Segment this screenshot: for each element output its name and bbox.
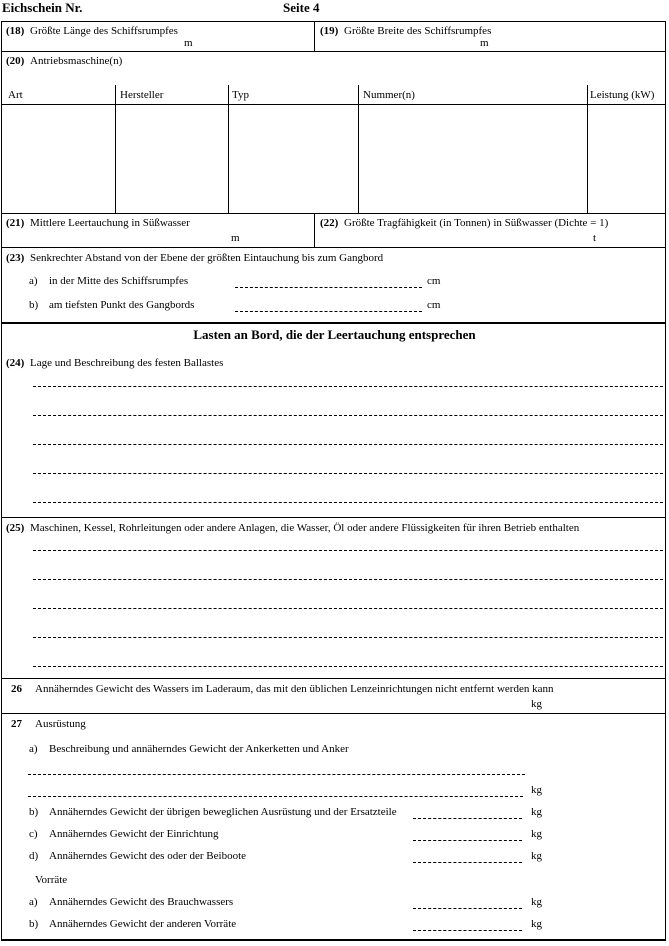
divider-18-19 [314, 21, 315, 51]
rule-row21-bottom [1, 247, 666, 248]
field-20-label: Antriebsmaschine(n) [30, 55, 123, 67]
col-divider-typ-nummer [358, 85, 359, 213]
field-25-fill-line [33, 550, 663, 551]
rule-row25-bottom [1, 678, 666, 679]
section-heading: Lasten an Bord, die der Leertauchung entsprechen [193, 327, 476, 342]
field-26-label: Annäherndes Gewicht des Wassers im Laderaum, das mit den üblichen Lenzeinrichtungen nicht entfernt werden kann [35, 683, 554, 695]
vorraete-b-letter: b) [29, 918, 39, 930]
field-26-unit: kg [531, 698, 542, 710]
field-23b-letter: b) [29, 299, 39, 311]
field-24-fill-line [33, 386, 663, 387]
col-header-leistung: Leistung (kW) [590, 89, 655, 101]
rule-row24-bottom [1, 517, 666, 518]
rule-row23-bottom [1, 322, 666, 324]
field-24-fill-line [33, 473, 663, 474]
field-27a-unit: kg [531, 784, 542, 796]
field-19-number: (19) [320, 25, 339, 37]
field-24-fill-line [33, 502, 663, 503]
field-23-number: (23) [6, 252, 25, 264]
field-24-label: Lage und Beschreibung des festen Ballastes [30, 357, 224, 369]
field-27b-fill-line [413, 818, 522, 819]
field-27b-label: Annäherndes Gewicht der übrigen beweglichen Ausrüstung und der Ersatzteile [49, 806, 397, 818]
field-25-label: Maschinen, Kessel, Rohrleitungen oder andere Anlagen, die Wasser, Öl oder andere Flüssigkeiten für ihren Betrieb enthalten [30, 522, 580, 534]
vorraete-b-fill-line [413, 930, 522, 931]
form-border [1, 21, 666, 941]
col-header-typ: Typ [232, 89, 249, 101]
field-25-fill-line [33, 579, 663, 580]
field-23-label: Senkrechter Abstand von der Ebene der größten Eintauchung bis zum Gangbord [30, 252, 384, 264]
field-25-number: (25) [6, 522, 25, 534]
vorraete-a-unit: kg [531, 896, 542, 908]
field-27-label: Ausrüstung [35, 718, 86, 730]
document-title: Eichschein Nr. [2, 0, 83, 15]
vorraete-a-label: Annäherndes Gewicht des Brauchwassers [49, 896, 234, 908]
col-divider-hersteller-typ [228, 85, 229, 213]
field-27d-unit: kg [531, 850, 542, 862]
field-26-number: 26 [11, 683, 22, 695]
field-25-fill-line [33, 608, 663, 609]
field-27a-weight-fill-line [28, 796, 523, 797]
field-27a-letter: a) [29, 743, 38, 755]
rule-machinetable-bottom [1, 213, 666, 214]
field-27a-label: Beschreibung und annäherndes Gewicht der Ankerketten und Anker [49, 743, 349, 755]
field-22-number: (22) [320, 217, 339, 229]
col-header-nummer: Nummer(n) [363, 89, 415, 101]
field-24-fill-line [33, 444, 663, 445]
vorraete-a-fill-line [413, 908, 522, 909]
field-21-unit: m [231, 232, 240, 244]
field-23b-unit: cm [427, 299, 441, 311]
field-27b-unit: kg [531, 806, 542, 818]
col-divider-art-hersteller [115, 85, 116, 213]
field-23b-fill-line [235, 311, 422, 312]
page-number: Seite 4 [283, 0, 320, 15]
field-25-fill-line [33, 637, 663, 638]
field-27d-fill-line [413, 862, 522, 863]
field-24-fill-line [33, 415, 663, 416]
col-header-hersteller: Hersteller [120, 89, 164, 101]
field-25-fill-line [33, 666, 663, 667]
field-21-label: Mittlere Leertauchung in Süßwasser [30, 217, 190, 229]
rule-row26-bottom [1, 713, 666, 714]
vorraete-b-label: Annäherndes Gewicht der anderen Vorräte [49, 918, 237, 930]
col-divider-nummer-leistung [587, 85, 588, 213]
rule-colheader-bottom [1, 104, 666, 105]
field-27a-fill-line [28, 774, 525, 775]
field-27c-unit: kg [531, 828, 542, 840]
vorraete-subheading: Vorräte [35, 874, 68, 886]
field-27c-fill-line [413, 840, 522, 841]
field-21-number: (21) [6, 217, 25, 229]
field-18-number: (18) [6, 25, 25, 37]
field-23a-unit: cm [427, 275, 441, 287]
field-20-number: (20) [6, 55, 25, 67]
col-header-art: Art [8, 89, 23, 101]
field-24-number: (24) [6, 357, 25, 369]
rule-row18-bottom [1, 51, 666, 52]
field-27b-letter: b) [29, 806, 39, 818]
field-19-label: Größte Breite des Schiffsrumpfes [344, 25, 492, 37]
field-27d-letter: d) [29, 850, 39, 862]
field-27c-label: Annäherndes Gewicht der Einrichtung [49, 828, 219, 840]
field-18-unit: m [184, 37, 193, 49]
field-19-unit: m [480, 37, 489, 49]
field-23a-label: in der Mitte des Schiffsrumpfes [49, 275, 189, 287]
field-22-label: Größte Tragfähigkeit (in Tonnen) in Süßwasser (Dichte = 1) [344, 217, 609, 229]
vorraete-a-letter: a) [29, 896, 38, 908]
field-23a-letter: a) [29, 275, 38, 287]
vorraete-b-unit: kg [531, 918, 542, 930]
field-27d-label: Annäherndes Gewicht des oder der Beiboote [49, 850, 247, 862]
field-23a-fill-line [235, 287, 422, 288]
field-18-label: Größte Länge des Schiffsrumpfes [30, 25, 178, 37]
field-23b-label: am tiefsten Punkt des Gangbords [49, 299, 195, 311]
field-27c-letter: c) [29, 828, 38, 840]
field-22-unit: t [593, 232, 597, 244]
field-27-number: 27 [11, 718, 22, 730]
divider-21-22 [314, 213, 315, 247]
